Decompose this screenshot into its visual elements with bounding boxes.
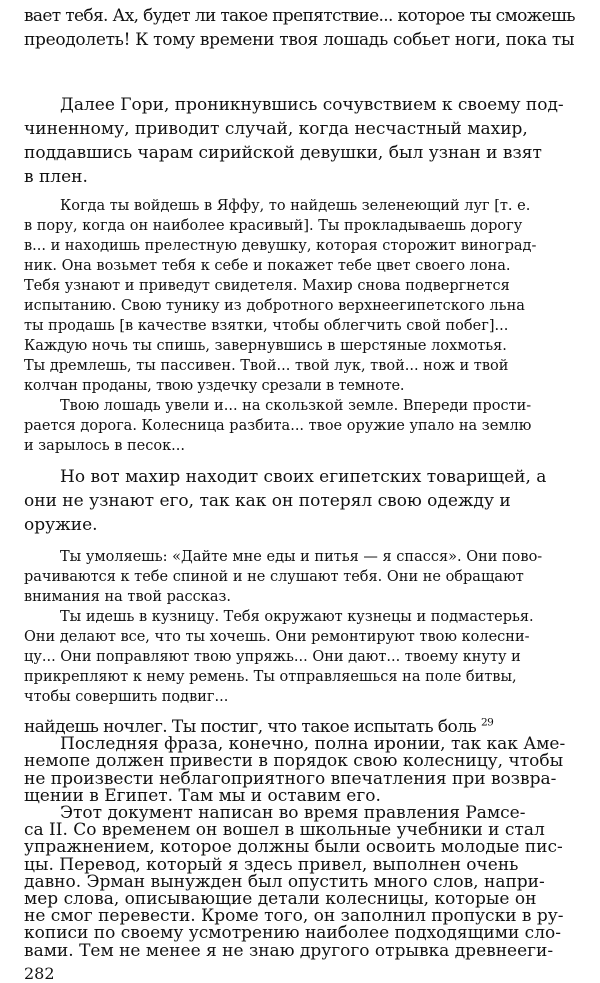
quote-line: ник. Она возьмет тебя к себе и покажет тебе цвет своего лона. <box>24 258 511 274</box>
quote-line: рачиваются к тебе спиной и не слушают тебя. Они не обращают <box>24 569 524 585</box>
text-line: Но вот махир находит своих египетских товарищей, а <box>60 467 547 487</box>
text-line: цы. Перевод, который я здесь привел, выполнен очень <box>24 854 519 875</box>
text-line: оружие. <box>24 515 98 535</box>
quote-line: Они делают все, что ты хочешь. Они ремонтируют твою колесни- <box>24 629 530 645</box>
quote-line: рается дорога. Колесница разбита... твое оружие упало на землю <box>24 418 532 434</box>
text-line: давно. Эрман вынужден был опустить много слов, напри- <box>24 871 545 892</box>
quote-line: и зарылось в песок... <box>24 438 185 454</box>
text-line: мер слова, описывающие детали колесницы, которые он <box>24 889 537 909</box>
quote-line: внимания на твой рассказ. <box>24 589 232 605</box>
text-line: Последняя фраза, конечно, полна иронии, так как Аме- <box>60 734 566 755</box>
quote-line: Каждую ночь ты спишь, завернувшись в шерстяные лохмотья. <box>24 338 507 354</box>
text-line: са II. Со временем он вошел в школьные учебники и стал <box>24 820 545 841</box>
quote-line: испытанию. Свою тунику из добротного верхнеегипетского льна <box>24 298 525 314</box>
quote-line: прикрепляют к нему ремень. Ты отправляешься на поле битвы, <box>24 669 517 685</box>
text-line: немопе должен привести в порядок свою колесницу, чтобы <box>24 751 564 772</box>
text-line: не произвести неблагоприятного впечатления при возвра- <box>24 768 557 789</box>
quote-line: цу... Они поправляют твою упряжь... Они дают... твоему кнуту и <box>24 649 521 665</box>
quote-line: в... и находишь прелестную девушку, которая сторожит виноград- <box>24 238 537 254</box>
text-line: вами. Тем не менее я не знаю другого отрывка древнееги- <box>24 940 554 961</box>
page-number: 282 <box>24 963 55 983</box>
quote-line: Ты дремлешь, ты пассивен. Твой... твой лук, твой... нож и твой <box>24 358 509 374</box>
quote-line: Когда ты войдешь в Яффу, то найдешь зеленеющий луг [т. е. <box>60 198 531 214</box>
quote-line: Твою лошадь увели и... на скользкой земле. Впереди прости- <box>60 398 532 414</box>
text-line-content: найдешь ночлег. Ты постиг, что такое испытать боль <box>24 717 477 737</box>
quote-line: чтобы совершить подвиг... <box>24 689 229 705</box>
text-line: Этот документ написан во время правления Рамсе- <box>60 803 526 823</box>
text-line: они не узнают его, так как он потерял свою одежду и <box>24 491 511 511</box>
quote-line: Ты умоляешь: «Дайте мне еды и питья — я спасся». Они пово- <box>60 549 543 565</box>
quote-line: колчан проданы, твою уздечку срезали в темноте. <box>24 378 405 394</box>
text-line: преодолеть! К тому времени твоя лошадь собьет ноги, пока ты <box>24 30 575 50</box>
text-line: Далее Гори, проникнувшись сочувствием к своему под- <box>60 95 564 115</box>
quote-line: Тебя узнают и приведут свидетеля. Махир снова подвергнется <box>24 278 510 294</box>
quote-line: в пору, когда он наиболее красивый]. Ты прокладываешь дорогу <box>24 218 523 234</box>
text-line: кописи по своему усмотрению наиболее подходящими сло- <box>24 923 561 944</box>
quote-line: ты продашь [в качестве взятки, чтобы облегчить свой побег]... <box>24 318 509 334</box>
footnote-marker: 29 <box>480 716 494 729</box>
text-line: поддавшись чарам сирийской девушки, был узнан и взят <box>24 143 542 163</box>
quote-line: Ты идешь в кузницу. Тебя окружают кузнецы и подмастерья. <box>60 609 534 625</box>
text-line: щении в Египет. Там мы и оставим его. <box>24 785 381 806</box>
text-line: упражнением, которое должны были освоить молодые пис- <box>24 837 563 858</box>
text-line: не смог перевести. Кроме того, он заполнил пропуски в ру- <box>24 906 564 927</box>
text-line: вает тебя. Ах, будет ли такое препятствие... которое ты сможешь <box>24 6 575 26</box>
text-line: в плен. <box>24 167 88 187</box>
text-line: чиненному, приводит случай, когда несчастный махир, <box>24 119 528 139</box>
